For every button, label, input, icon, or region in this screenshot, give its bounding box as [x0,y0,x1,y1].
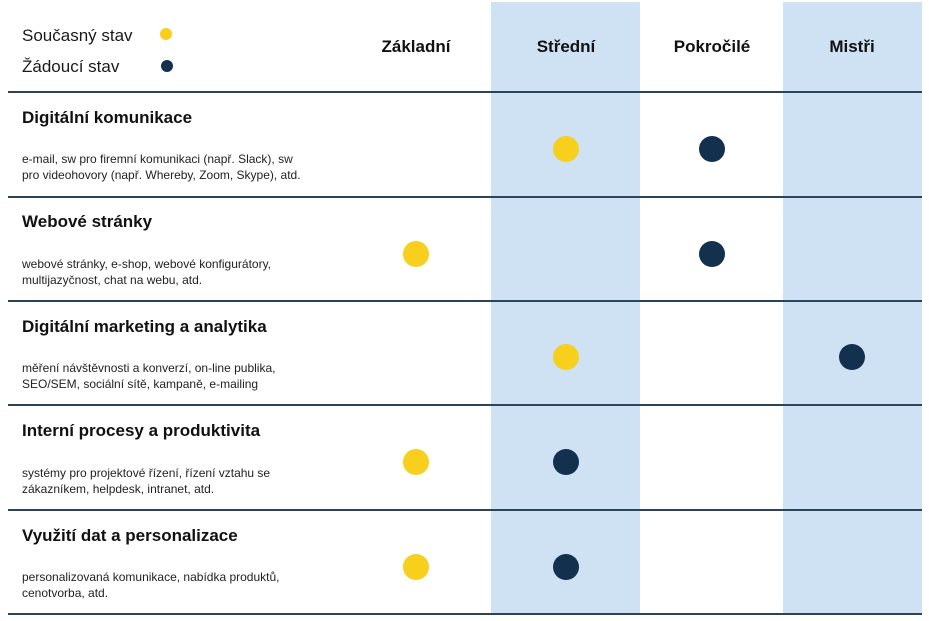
row-description-line: zákazníkem, helpdesk, intranet, atd. [22,481,215,496]
row-description [22,361,342,392]
desired-state-dot-icon [553,554,579,580]
row-divider [8,300,922,302]
row-description-line: webové stránky, e-shop, webové konfigurátory, [22,257,272,271]
desired-state-dot-icon [553,449,579,475]
row-divider [8,509,922,511]
column-header-stredni: Střední [536,37,596,56]
row-divider [8,404,922,406]
current-state-dot-icon [553,344,579,370]
row-description [22,152,342,183]
column-header-pokrocile: Pokročilé [673,37,751,56]
row-description-line: personalizovaná komunikace, nabídka produktů, [22,570,280,584]
legend-desired-label: Žádoucí stav [22,57,120,76]
column-header-zakladni: Základní [381,37,451,56]
row-title: Webové stránky [22,212,153,231]
row-divider [8,196,922,198]
row-divider [8,613,922,615]
row-description [22,257,342,288]
row-description [22,570,342,601]
legend-current-dot-icon [160,28,172,40]
row-title: Využití dat a personalizace [22,526,238,545]
row-description-line: měření návštěvnosti a konverzí, on-line publika, [22,361,276,375]
row-title: Interní procesy a produktivita [22,421,261,440]
row-description-line: systémy pro projektové řízení, řízení vztahu se [22,466,271,480]
current-state-dot-icon [553,136,579,162]
row-title: Digitální marketing a analytika [22,317,267,336]
row-description-line: e-mail, sw pro firemní komunikaci (např. Slack), sw [22,152,293,166]
current-state-dot-icon [403,449,429,475]
legend-current-label: Současný stav [22,26,133,45]
desired-state-dot-icon [699,136,725,162]
row-title: Digitální komunikace [22,108,193,127]
row-description-line: SEO/SEM, sociální sítě, kampaně, e-mailing [22,376,259,391]
row-description-line: cenotvorba, atd. [22,585,109,600]
column-highlight-mistri [783,2,922,615]
column-header-mistri: Mistři [829,37,875,56]
desired-state-dot-icon [839,344,865,370]
row-description-line: multijazyčnost, chat na webu, atd. [22,272,203,287]
current-state-dot-icon [403,554,429,580]
row-divider [8,91,922,93]
column-highlight-stredni [491,2,640,615]
row-description-line: pro videohovory (např. Whereby, Zoom, Skype), atd. [22,167,301,182]
legend-current [22,26,133,46]
legend-desired [22,57,119,77]
desired-state-dot-icon [699,241,725,267]
row-description [22,466,342,497]
legend-desired-dot-icon [161,60,173,72]
current-state-dot-icon [403,241,429,267]
